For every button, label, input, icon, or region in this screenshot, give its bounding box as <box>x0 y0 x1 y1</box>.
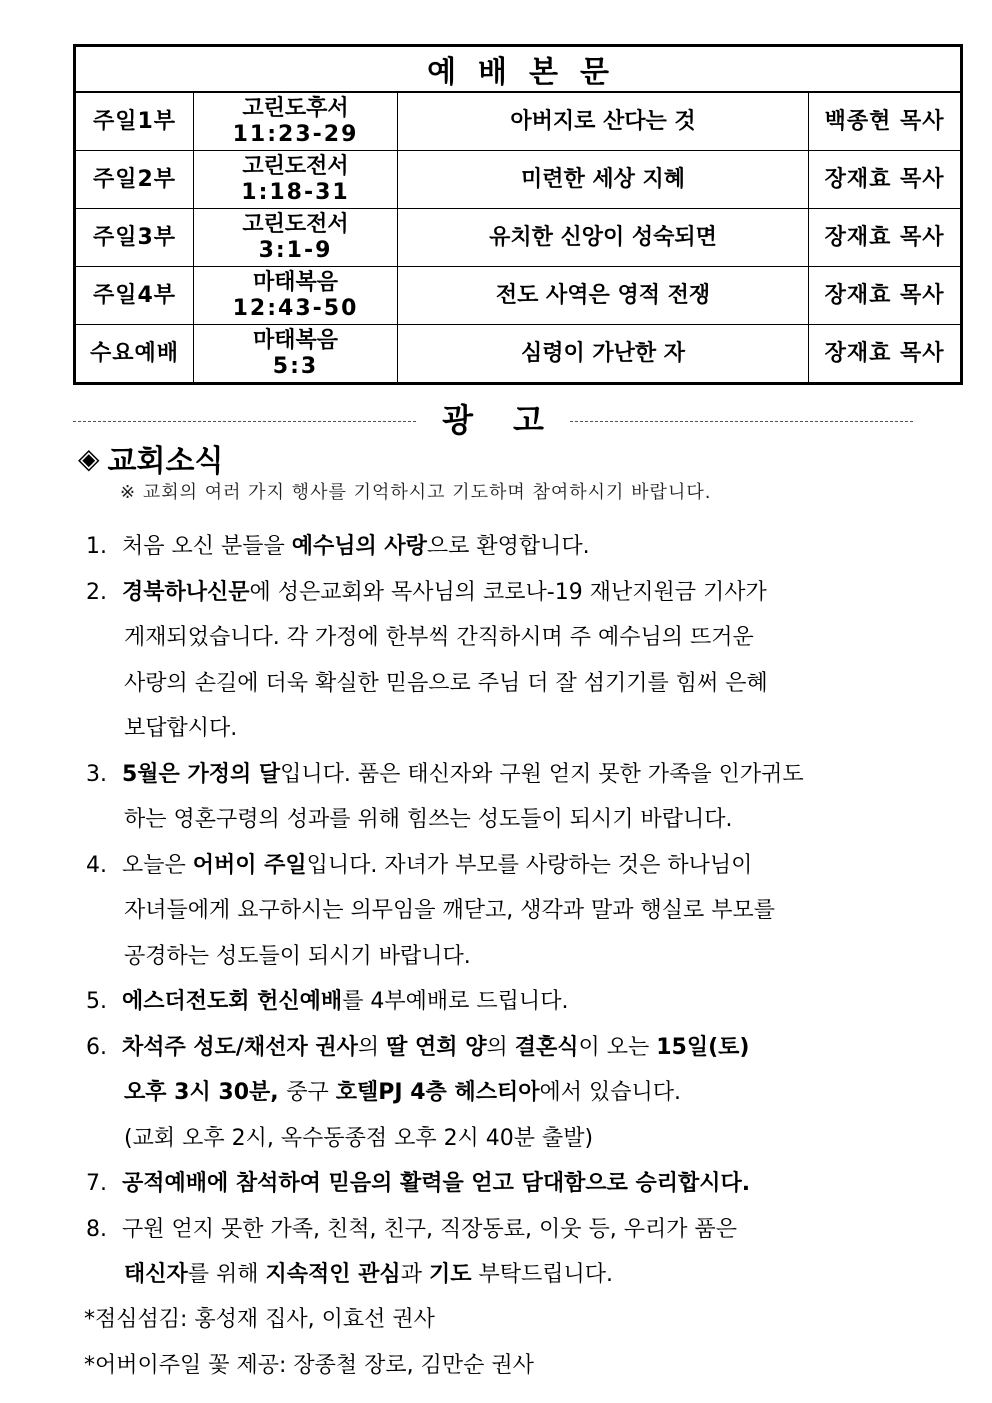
item-text: 과 <box>400 1262 429 1287</box>
item-number: 8. <box>86 1216 107 1242</box>
item-text: 중구 <box>286 1080 336 1105</box>
item-emphasis: 15일(토) <box>656 1034 750 1060</box>
item-number: 4. <box>86 852 107 878</box>
list-item <box>86 849 956 895</box>
item-text: 의 <box>357 1034 387 1060</box>
item-continuation: 게재되었습니다. 각 가정에 한부씩 간직하시며 주 예수님의 뜨거운 <box>124 625 754 650</box>
item-number: 3. <box>86 761 107 787</box>
item-number: 7. <box>86 1171 107 1196</box>
ad-section-header <box>73 398 913 438</box>
sermon-title: 유치한 신앙이 성숙되면 <box>398 209 809 267</box>
worship-title: 예배본문 <box>75 46 962 93</box>
list-item <box>86 758 956 804</box>
book-name: 고린도후서 <box>242 95 349 121</box>
sermon-title: 미련한 세상 지혜 <box>398 151 809 209</box>
book-name: 고린도전서 <box>242 211 349 237</box>
preacher: 백종현 목사 <box>809 92 962 151</box>
item-emphasis: 어버이 주일 <box>192 852 307 878</box>
item-continuation: 자녀들에게 요구하시는 의무임을 깨닫고, 생각과 말과 행실로 부모를 <box>124 898 776 923</box>
item-emphasis: 기도 <box>428 1262 472 1287</box>
item-continuation: 사랑의 손길에 더욱 확실한 믿음으로 주님 더 잘 섬기기를 힘써 은혜 <box>124 670 768 696</box>
scripture-ref <box>194 267 398 325</box>
news-title: 교회소식 <box>107 444 224 479</box>
item-emphasis: 오후 3시 30분, <box>124 1080 287 1105</box>
preacher: 장재효 목사 <box>809 151 962 209</box>
item-text: 에 성은교회와 목사님의 코로나-19 재난지원금 기사가 <box>249 579 767 605</box>
item-emphasis: 차석주 성도/채선자 권사 <box>122 1034 358 1060</box>
item-emphasis: 태신자 <box>124 1262 188 1287</box>
item-continuation <box>86 1076 956 1122</box>
item-emphasis: 공적예배에 참석하여 믿음의 활력을 얻고 담대함으로 승리합시다. <box>122 1171 751 1196</box>
item-emphasis: 5월은 가정의 달 <box>122 761 281 787</box>
scripture-ref <box>194 325 398 384</box>
item-text: 구원 얻지 못한 가족, 친척, 친구, 직장동료, 이웃 등, 우리가 품은 <box>122 1216 737 1242</box>
news-note: ※ 교회의 여러 가지 행사를 기억하시고 기도하며 참여하시기 바랍니다. <box>120 482 712 503</box>
service-name: 주일1부 <box>75 92 194 151</box>
service-name: 수요예배 <box>75 325 194 384</box>
table-row <box>75 151 962 209</box>
item-continuation: 하는 영혼구령의 성과를 위해 힘쓰는 성도들이 되시기 바랍니다. <box>124 807 733 832</box>
item-text: 를 위해 <box>187 1262 266 1287</box>
item-continuation <box>86 1258 956 1304</box>
verse: 3:1-9 <box>258 237 333 263</box>
sermon-title: 전도 사역은 영적 전쟁 <box>398 267 809 325</box>
item-continuation: 보답합시다. <box>124 716 238 741</box>
item-emphasis: 에스더전도회 헌신예배 <box>122 989 343 1014</box>
book-name: 마태복음 <box>252 269 338 295</box>
service-name: 주일3부 <box>75 209 194 267</box>
sermon-title: 아버지로 산다는 것 <box>398 92 809 151</box>
list-item <box>86 576 956 622</box>
item-continuation: (교회 오후 2시, 옥수동종점 오후 2시 40분 출발) <box>124 1125 594 1151</box>
preacher: 장재효 목사 <box>809 267 962 325</box>
item-emphasis: 호텔PJ 4층 헤스티아 <box>335 1080 540 1105</box>
verse: 12:43-50 <box>232 295 359 321</box>
table-row <box>75 267 962 325</box>
table-row <box>75 325 962 384</box>
list-item <box>86 1167 956 1213</box>
list-item <box>86 985 956 1031</box>
item-text: 처음 오신 분들을 <box>122 534 292 559</box>
item-text: 를 4부예배로 드립니다. <box>342 989 569 1014</box>
item-text: 이 오는 <box>578 1034 657 1060</box>
item-text: 오늘은 <box>122 852 193 878</box>
item-emphasis: 딸 연희 양 <box>386 1034 487 1060</box>
table-row <box>75 92 962 151</box>
divider <box>570 421 913 422</box>
worship-table <box>73 44 963 385</box>
item-text: 에서 있습니다. <box>539 1080 681 1105</box>
item-text: 의 <box>486 1034 515 1060</box>
item-text: 입니다. 자녀가 부모를 사랑하는 것은 하나님이 <box>306 852 753 878</box>
list-item <box>86 530 956 576</box>
book-name: 고린도전서 <box>242 153 349 179</box>
item-text: 입니다. 품은 태신자와 구원 얻지 못한 가족을 인가귀도 <box>280 761 804 787</box>
item-continuation: 공경하는 성도들이 되시기 바랍니다. <box>124 943 471 969</box>
sermon-title: 심령이 가난한 자 <box>398 325 809 384</box>
flower-donors: *어버이주일 꽃 제공: 장종철 장로, 김만순 권사 <box>84 1353 534 1378</box>
item-emphasis: 결혼식 <box>514 1034 579 1060</box>
verse: 5:3 <box>272 353 319 379</box>
item-emphasis: 경북하나신문 <box>122 579 250 605</box>
ad-title: 광고 <box>442 401 584 439</box>
list-item <box>86 1213 956 1259</box>
item-number: 2. <box>86 579 107 605</box>
announcement-list <box>86 530 956 1304</box>
divider <box>73 421 416 422</box>
list-item <box>86 1031 956 1077</box>
preacher: 장재효 목사 <box>809 325 962 384</box>
news-heading <box>78 436 223 480</box>
table-row <box>75 209 962 267</box>
service-name: 주일4부 <box>75 267 194 325</box>
verse: 1:18-31 <box>241 179 350 205</box>
lunch-service: *점심섬김: 홍성재 집사, 이효선 권사 <box>84 1307 435 1332</box>
diamond-icon: ◈ <box>78 441 100 475</box>
item-number: 6. <box>86 1034 107 1060</box>
item-text: 부탁드립니다. <box>471 1262 613 1287</box>
scripture-ref <box>194 209 398 267</box>
scripture-ref <box>194 92 398 151</box>
item-number: 5. <box>86 989 107 1014</box>
scripture-ref <box>194 151 398 209</box>
item-text: 으로 환영합니다. <box>426 534 590 559</box>
item-number: 1. <box>86 534 107 559</box>
item-emphasis: 지속적인 관심 <box>265 1262 401 1287</box>
preacher: 장재효 목사 <box>809 209 962 267</box>
verse: 11:23-29 <box>232 121 359 147</box>
book-name: 마태복음 <box>252 327 338 353</box>
service-name: 주일2부 <box>75 151 194 209</box>
item-emphasis: 예수님의 사랑 <box>291 534 427 559</box>
